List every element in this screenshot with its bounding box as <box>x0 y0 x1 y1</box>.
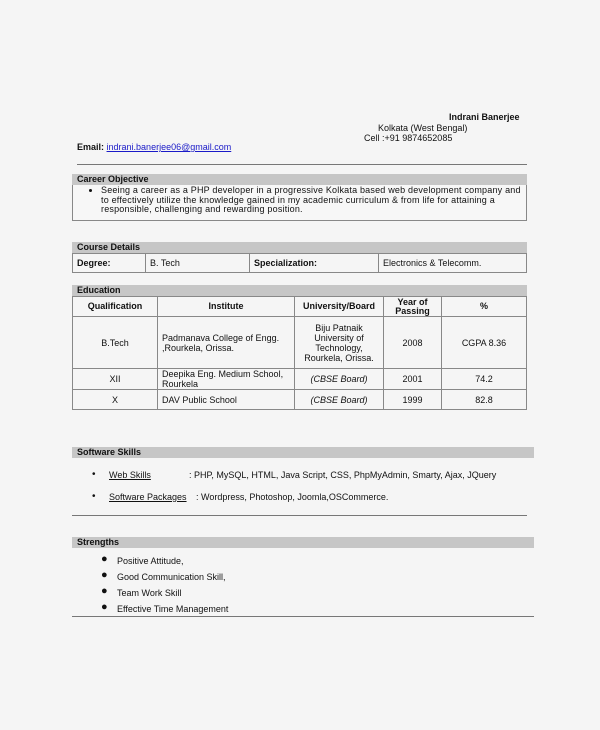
table-row <box>73 369 527 390</box>
header-divider <box>77 164 527 165</box>
col-year: Year of Passing <box>384 297 442 317</box>
email-link[interactable]: indrani.banerjee06@gmail.com <box>106 142 232 152</box>
percent-cell: 82.8 <box>442 390 527 410</box>
education-heading: Education <box>72 285 527 296</box>
web-skills-row <box>109 470 151 480</box>
candidate-phone: Cell :+91 9874652085 <box>364 133 453 143</box>
university-cell: Biju Patnaik University of Technology, Rourkela, Orissa. <box>295 317 384 369</box>
bullet-icon: ● <box>101 553 108 565</box>
software-divider <box>72 515 527 516</box>
university-cell: (CBSE Board) <box>295 390 384 410</box>
software-packages-label: Software Packages <box>109 492 187 502</box>
bullet-icon: • <box>92 491 96 502</box>
institute-cell: Deepika Eng. Medium School, Rourkela <box>158 369 295 390</box>
education-table <box>72 296 527 410</box>
email-label: Email: <box>77 142 105 152</box>
year-cell: 2008 <box>384 317 442 369</box>
career-objective-box <box>72 185 527 221</box>
percent-cell: 74.2 <box>442 369 527 390</box>
degree-label: Degree: <box>73 254 146 273</box>
bullet-icon: ● <box>101 585 108 597</box>
bullet-icon: ● <box>101 601 108 613</box>
career-objective-heading: Career Objective <box>72 174 527 185</box>
candidate-name: Indrani Banerjee <box>449 112 520 122</box>
institute-cell: Padmanava College of Engg. ,Rourkela, Orissa. <box>158 317 295 369</box>
degree-value: B. Tech <box>146 254 250 273</box>
col-percent: % <box>442 297 527 317</box>
specialization-label: Specialization: <box>250 254 379 273</box>
percent-cell: CGPA 8.36 <box>442 317 527 369</box>
table-row <box>73 390 527 410</box>
list-item: Effective Time Management <box>117 604 229 614</box>
list-item: Good Communication Skill, <box>117 572 226 582</box>
specialization-value: Electronics & Telecomm. <box>379 254 527 273</box>
course-details-table <box>72 253 527 273</box>
career-objective-text: • Seeing a career as a PHP developer in a progressive Kolkata based web development company and to effectively utilize the knowledge gained in my academic curriculum & from life for attaining a responsible, challenging and rewarding position. <box>101 186 526 215</box>
institute-cell: DAV Public School <box>158 390 295 410</box>
candidate-location: Kolkata (West Bengal) <box>378 123 468 133</box>
bullet-icon: • <box>92 469 96 480</box>
col-university: University/Board <box>295 297 384 317</box>
software-packages-row <box>109 492 187 502</box>
software-skills-heading: Software Skills <box>72 447 534 458</box>
year-cell: 2001 <box>384 369 442 390</box>
year-cell: 1999 <box>384 390 442 410</box>
email-line <box>77 142 231 152</box>
col-qualification: Qualification <box>73 297 158 317</box>
col-institute: Institute <box>158 297 295 317</box>
strengths-heading: Strengths <box>72 537 534 548</box>
qualification-cell: X <box>73 390 158 410</box>
web-skills-label: Web Skills <box>109 470 151 480</box>
education-header-row <box>73 297 527 317</box>
software-packages-value: : Wordpress, Photoshop, Joomla,OSCommerce. <box>196 492 389 502</box>
strengths-divider <box>72 616 534 617</box>
table-row <box>73 317 527 369</box>
course-details-heading: Course Details <box>72 242 527 253</box>
qualification-cell: XII <box>73 369 158 390</box>
qualification-cell: B.Tech <box>73 317 158 369</box>
list-item: Positive Attitude, <box>117 556 184 566</box>
list-item: Team Work Skill <box>117 588 182 598</box>
university-cell: (CBSE Board) <box>295 369 384 390</box>
bullet-icon: ● <box>101 569 108 581</box>
web-skills-value: : PHP, MySQL, HTML, Java Script, CSS, PhpMyAdmin, Smarty, Ajax, JQuery <box>189 470 497 480</box>
